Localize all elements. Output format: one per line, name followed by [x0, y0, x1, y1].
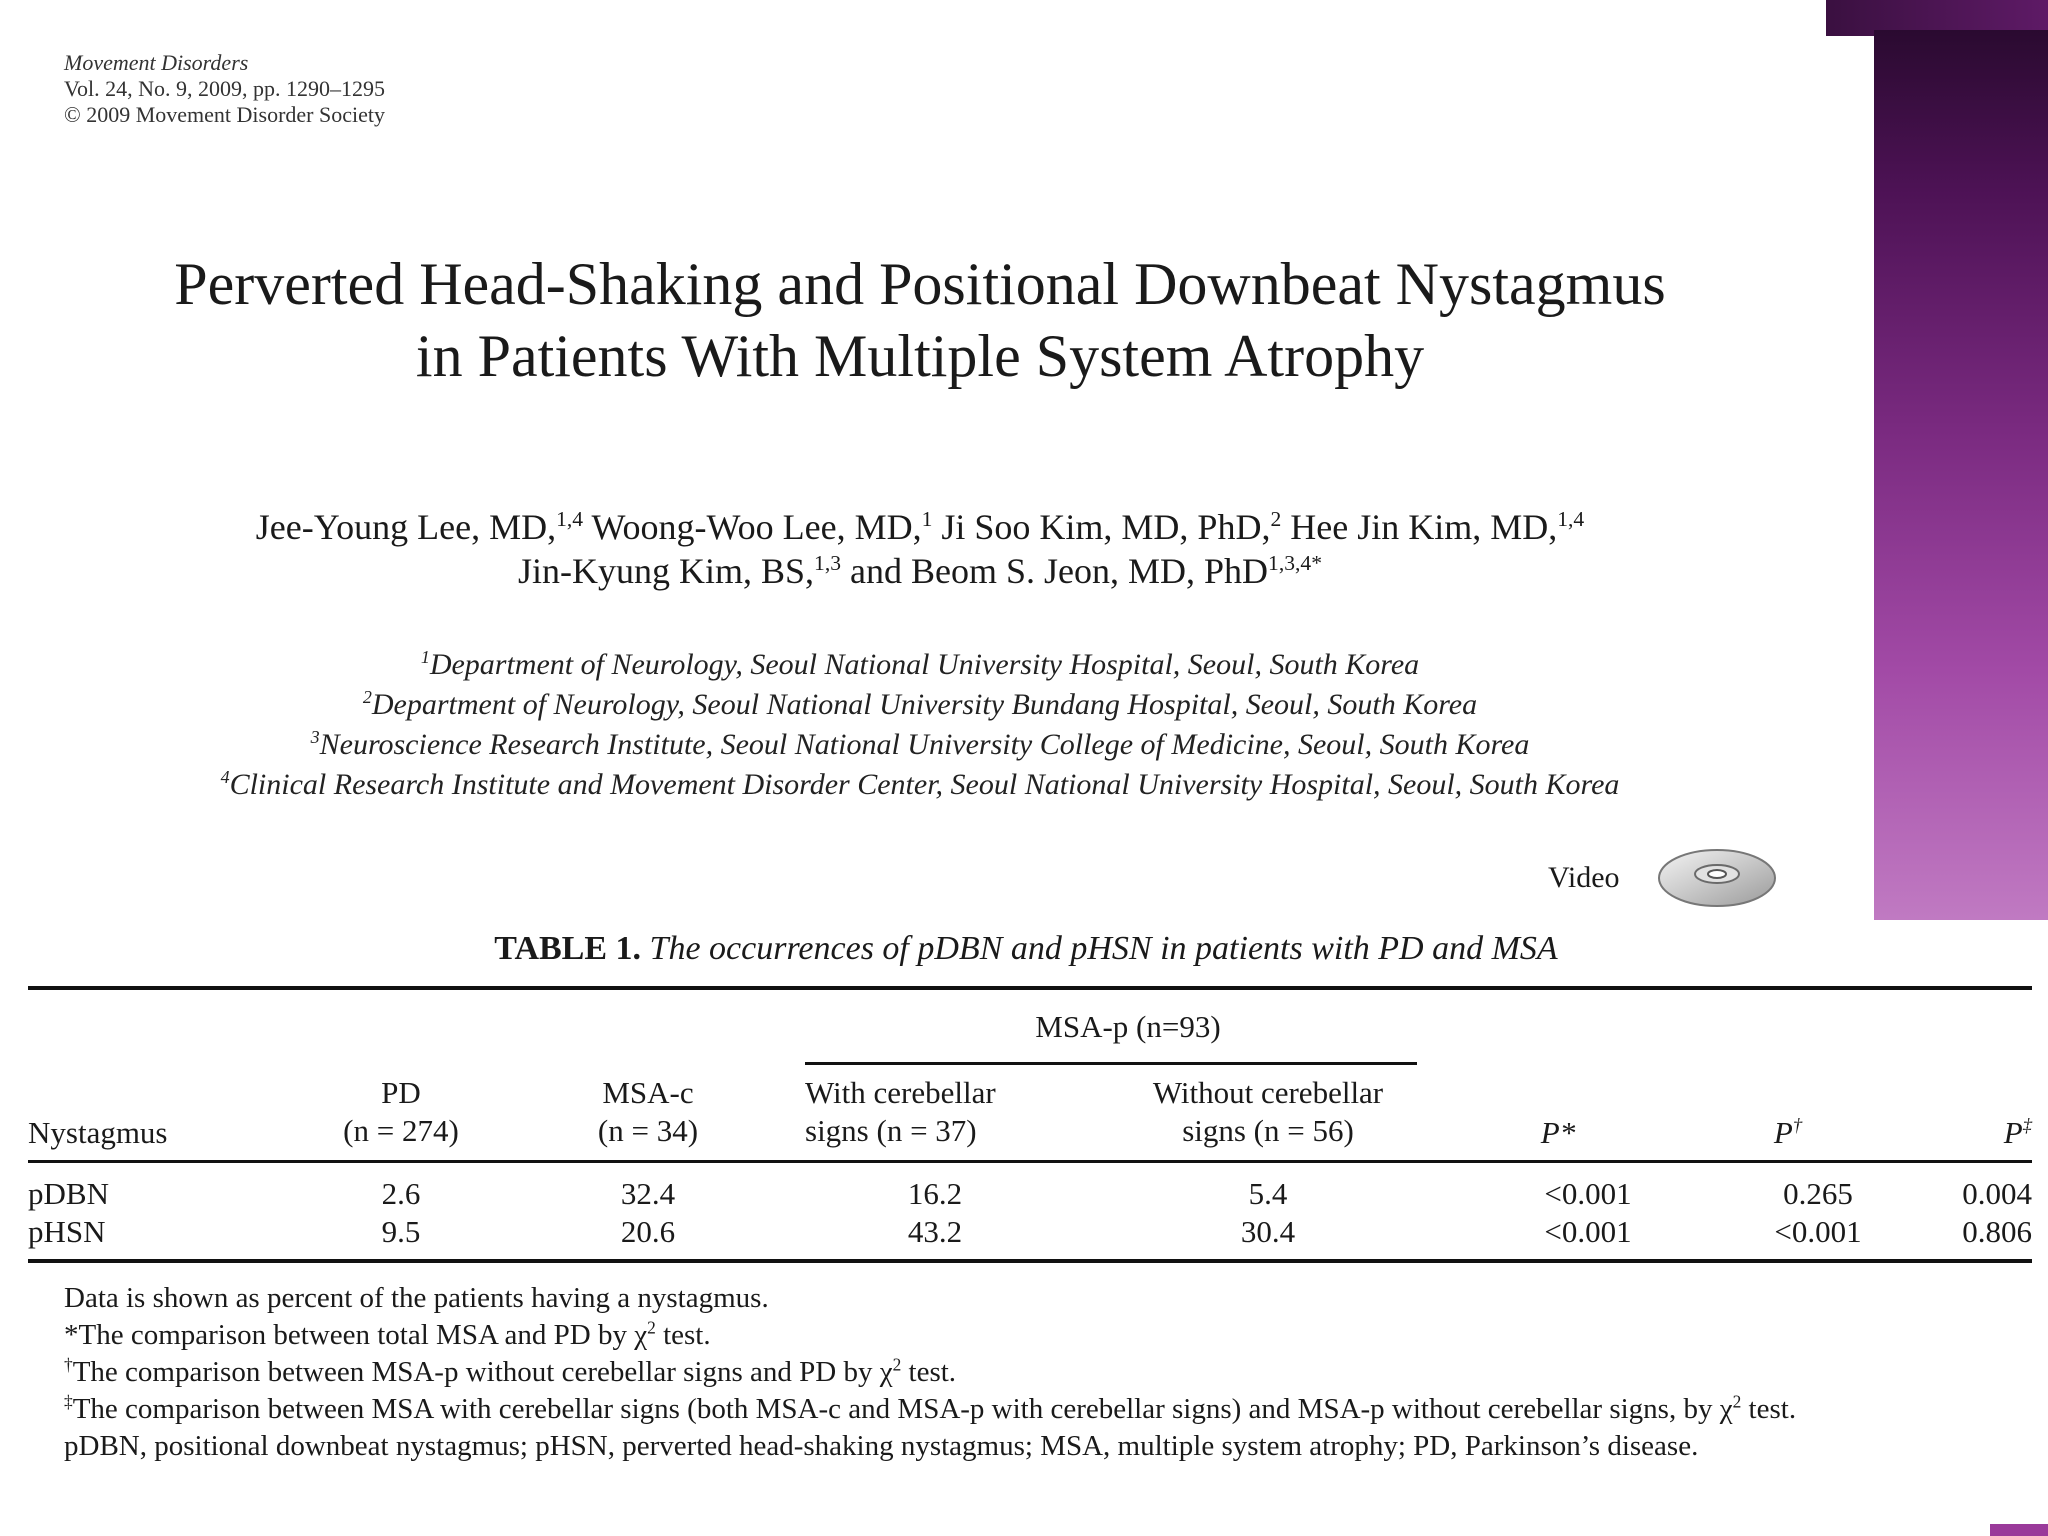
footnote-star — [28, 1317, 2032, 1354]
col-header-p-double-dagger — [1912, 1114, 2032, 1152]
col-header-with-line-2: signs (n = 37) — [805, 1113, 977, 1148]
footnote-text: The comparison between MSA-p without cerebellar signs and PD by χ — [72, 1356, 893, 1388]
cell-p-dagger: <0.001 — [1774, 1214, 1862, 1249]
col-header-p-dagger — [1728, 1114, 1848, 1152]
cell-nystagmus: pHSN — [28, 1214, 106, 1249]
affiliation-list — [60, 645, 1780, 805]
p-letter: P — [2003, 1115, 2023, 1150]
paper-title — [60, 248, 1780, 392]
decorative-band-bottom — [1990, 1524, 2048, 1536]
affiliation-text: Department of Neurology, Seoul National University Hospital, Seoul, South Korea — [429, 648, 1420, 681]
p-symbol: † — [1792, 1115, 1803, 1137]
author-affil-sup: 2 — [1270, 507, 1282, 531]
footnote-data-note: Data is shown as percent of the patients having a nystagmus. — [64, 1282, 769, 1314]
journal-header — [64, 50, 385, 128]
cell-p-dagger: 0.265 — [1783, 1176, 1853, 1211]
cell-p-double-dagger: 0.004 — [1962, 1176, 2032, 1211]
table-caption-number: TABLE 1. — [494, 930, 642, 967]
footnote-symbol: † — [64, 1354, 73, 1375]
footnote-text: The comparison between MSA with cerebellar signs (both MSA-c and MSA-p with cerebellar signs) and MSA-p without cerebellar signs, by χ — [72, 1393, 1733, 1425]
affiliation-text: Neuroscience Research Institute, Seoul National University College of Medicine, Seoul, South Korea — [319, 728, 1530, 761]
footnote-abbreviations: pDBN, positional downbeat nystagmus; pHSN, perverted head-shaking nystagmus; MSA, multiple system atrophy; PD, Parkinson’s disease. — [64, 1430, 1699, 1462]
journal-volume: Vol. 24, No. 9, 2009, pp. 1290–1295 — [64, 76, 386, 101]
journal-copyright: © 2009 Movement Disorder Society — [64, 102, 385, 127]
col-header-without-line-1: Without cerebellar — [1152, 1075, 1384, 1110]
affiliation-item — [60, 685, 1780, 725]
affiliation-number: 4 — [220, 767, 230, 787]
table-footnotes — [28, 1280, 2032, 1465]
col-header-msa-c — [548, 1074, 748, 1150]
col-header-pd — [286, 1074, 516, 1150]
table-caption-text: The occurrences of pDBN and pHSN in patients with PD and MSA — [649, 930, 1558, 967]
decorative-band-right — [1874, 30, 2048, 920]
video-supplement[interactable] — [1548, 850, 1778, 906]
affiliation-text: Clinical Research Institute and Movement Disorder Center, Seoul National University Hospital, Seoul, South Korea — [229, 768, 1620, 801]
disc-icon[interactable] — [1656, 846, 1778, 910]
cell-msa-c: 32.4 — [620, 1176, 676, 1211]
col-header-msa-c-line-2: (n = 34) — [597, 1113, 699, 1148]
p-symbol: * — [1559, 1115, 1576, 1150]
video-label: Video — [1548, 861, 1620, 894]
author-name: Hee Jin Kim, MD, — [1290, 507, 1558, 547]
affiliation-item — [60, 765, 1780, 805]
cell-msa-c: 20.6 — [620, 1214, 676, 1249]
author-affil-sup: 1,3,4* — [1268, 551, 1323, 575]
author-list — [60, 505, 1780, 593]
cell-with-cerebellar: 43.2 — [907, 1214, 963, 1249]
table-row — [28, 1213, 2032, 1251]
table-row — [28, 1175, 2032, 1213]
affiliation-text: Department of Neurology, Seoul National University Bundang Hospital, Seoul, South Korea — [371, 688, 1478, 721]
author-name: Jee-Young Lee, MD, — [255, 507, 557, 547]
title-line-2: in Patients With Multiple System Atrophy — [415, 323, 1425, 389]
cell-p-double-dagger: 0.806 — [1962, 1214, 2032, 1249]
col-header-pd-line-1: PD — [381, 1075, 421, 1110]
affiliation-number: 3 — [310, 727, 320, 747]
group-header-rule — [805, 1062, 1417, 1065]
col-header-msa-c-line-1: MSA-c — [602, 1075, 694, 1110]
p-symbol: ‡ — [2022, 1115, 2032, 1137]
cell-p-star: <0.001 — [1544, 1214, 1632, 1249]
footnote-text-end: test. — [901, 1356, 957, 1388]
author-name: Ji Soo Kim, MD, PhD, — [941, 507, 1271, 547]
cell-without-cerebellar: 30.4 — [1240, 1214, 1296, 1249]
footnote-text-end: test. — [1741, 1393, 1797, 1425]
footnote-symbol: ‡ — [64, 1391, 73, 1412]
title-line-1: Perverted Head-Shaking and Positional Downbeat Nystagmus — [174, 251, 1666, 317]
affiliation-number: 2 — [362, 687, 372, 707]
cell-pd: 9.5 — [381, 1214, 421, 1249]
footnote-superscript: 2 — [647, 1317, 656, 1338]
footnote-superscript: 2 — [1732, 1391, 1742, 1412]
col-header-pd-line-2: (n = 274) — [343, 1113, 459, 1148]
footnote-superscript: 2 — [892, 1354, 902, 1375]
col-header-nystagmus: Nystagmus — [28, 1115, 168, 1150]
author-affil-sup: 1 — [921, 507, 933, 531]
author-line-1 — [60, 505, 1780, 549]
footnote-dagger — [28, 1354, 2032, 1391]
p-letter: P — [1773, 1115, 1793, 1150]
data-table — [28, 986, 2032, 1263]
msa-p-group-header: MSA-p (n=93) — [1035, 1009, 1221, 1044]
cell-pd: 2.6 — [381, 1176, 421, 1211]
col-header-with-line-1: With cerebellar — [805, 1075, 996, 1110]
table-caption — [28, 930, 2024, 968]
footnote-text: The comparison between total MSA and PD by χ — [78, 1319, 648, 1351]
col-header-without-line-2: signs (n = 56) — [1182, 1113, 1354, 1148]
cell-with-cerebellar: 16.2 — [907, 1176, 963, 1211]
author-line-2 — [60, 549, 1780, 593]
cell-without-cerebellar: 5.4 — [1248, 1176, 1288, 1211]
author-name: Woong-Woo Lee, MD, — [591, 507, 922, 547]
footnote-symbol: * — [64, 1319, 79, 1351]
author-affil-sup: 1,3 — [814, 551, 842, 575]
author-affil-sup: 1,4 — [556, 507, 584, 531]
col-header-without-cerebellar — [1118, 1074, 1418, 1150]
affiliation-item — [60, 725, 1780, 765]
cell-p-star: <0.001 — [1544, 1176, 1632, 1211]
footnote-text-end: test. — [655, 1319, 711, 1351]
affiliation-number: 1 — [420, 647, 430, 667]
cell-nystagmus: pDBN — [28, 1176, 109, 1211]
affiliation-item — [60, 645, 1780, 685]
col-header-p-star — [1498, 1114, 1618, 1152]
author-affil-sup: 1,4 — [1557, 507, 1585, 531]
journal-name: Movement Disorders — [64, 50, 249, 75]
col-header-with-cerebellar — [805, 1074, 1065, 1150]
author-name: Jin-Kyung Kim, BS, — [517, 551, 815, 591]
author-name: and Beom S. Jeon, MD, PhD — [850, 551, 1269, 591]
table-header — [28, 990, 2032, 1163]
footnote-double-dagger — [28, 1391, 2032, 1428]
table-body — [28, 1163, 2032, 1259]
p-letter: P — [1540, 1115, 1560, 1150]
